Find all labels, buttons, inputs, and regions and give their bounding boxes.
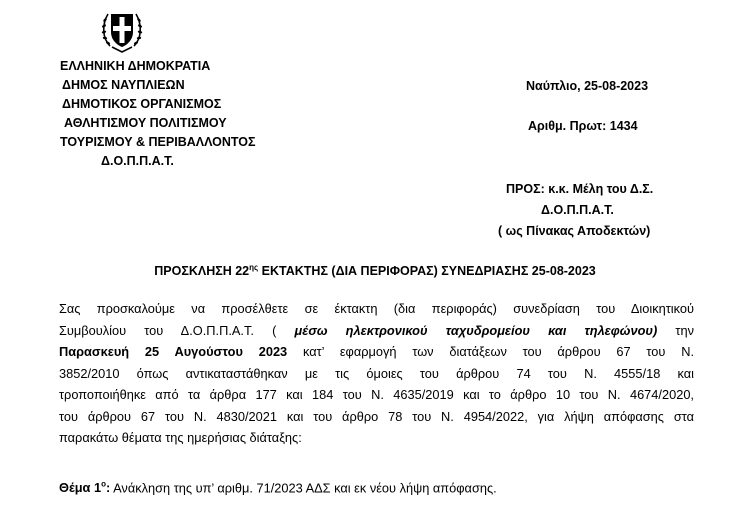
issuer-line: ΕΛΛΗΝΙΚΗ ΔΗΜΟΚΡΑΤΙΑ bbox=[60, 59, 211, 73]
issuer-block bbox=[60, 57, 255, 171]
agenda-item-label bbox=[59, 480, 110, 495]
body-line: τροποποιήθηκε από τα άρθρα 177 και 184 του Ν. 4635/2019 και το άρθρο 10 του Ν. 4674/2020, bbox=[59, 387, 694, 402]
place-date: Ναύπλιο, 25-08-2023 bbox=[526, 79, 649, 93]
invitation-body bbox=[59, 298, 694, 449]
issuer-line: ΑΘΛΗΤΙΣΜΟΥ ΠΟΛΙΤΙΣΜΟΥ bbox=[64, 116, 227, 130]
body-line: Σας προσκαλούμε να προσέλθετε σε έκτακτη (δια περιφοράς) συνεδρίαση του Διοικητικού bbox=[59, 301, 694, 316]
issuer-line: ΔΗΜΟΣ ΝΑΥΠΛΙΕΩΝ bbox=[62, 78, 185, 92]
subject-superscript: ης bbox=[249, 263, 259, 272]
body-line: του άρθρου 67 του Ν. 4830/2021 και του άρθρο 78 του Ν. 4954/2022, για λήψη απόφασης στα bbox=[59, 408, 694, 424]
body-line bbox=[59, 320, 694, 342]
agenda-item bbox=[59, 480, 497, 495]
agenda-item-text: Ανάκληση της υπ’ αριθμ. 71/2023 ΑΔΣ και εκ νέου λήψη απόφασης. bbox=[110, 480, 497, 496]
issuer-line: Δ.Ο.Π.Π.Α.Τ. bbox=[101, 154, 174, 168]
body-emphasis: μέσω ηλεκτρονικού ταχυδρομείου και τηλεφώνου) bbox=[294, 322, 658, 338]
issuer-line: ΤΟΥΡΙΣΜΟΥ & ΠΕΡΙΒΑΛΛΟΝΤΟΣ bbox=[60, 135, 256, 149]
protocol-number: Αριθμ. Πρωτ: 1434 bbox=[528, 119, 638, 133]
agenda-label-superscript: ο bbox=[101, 480, 106, 489]
body-text: κατ’ εφαρμογή των διατάξεων του άρθρου 67 του Ν. bbox=[287, 344, 695, 359]
body-line bbox=[59, 341, 694, 363]
meeting-date: Παρασκευή 25 Αυγούστου 2023 bbox=[59, 344, 288, 359]
subject-heading bbox=[0, 263, 750, 278]
body-text: Συμβουλίου του Δ.Ο.Π.Π.Α.Τ. ( bbox=[59, 322, 295, 338]
body-line: παρακάτω θέματα της ημερήσιας διάταξης: bbox=[59, 430, 302, 445]
body-line: 3852/2010 όπως αντικαταστάθηκαν με τις όμοιες του άρθρου 74 του Ν. 4555/18 και bbox=[59, 365, 694, 381]
subject-text: ΠΡΟΣΚΛΗΣΗ 22 bbox=[154, 264, 250, 279]
greek-coat-of-arms-icon bbox=[100, 6, 144, 54]
recipient-line: ( ως Πίνακας Αποδεκτών) bbox=[498, 224, 651, 238]
recipient-line: ΠΡΟΣ: κ.κ. Μέλη του Δ.Σ. bbox=[506, 182, 654, 196]
issuer-line: ΔΗΜΟΤΙΚΟΣ ΟΡΓΑΝΙΣΜΟΣ bbox=[62, 97, 222, 111]
recipient-line: Δ.Ο.Π.Π.Α.Τ. bbox=[541, 203, 614, 217]
body-text: την bbox=[657, 322, 694, 338]
subject-text: ΕΚΤΑΚΤΗΣ (ΔΙΑ ΠΕΡΙΦΟΡΑΣ) ΣΥΝΕΔΡΙΑΣΗΣ 25-08-2023 bbox=[258, 264, 596, 279]
agenda-label-text: : bbox=[106, 480, 111, 496]
agenda-label-text: Θέμα 1 bbox=[59, 480, 102, 496]
